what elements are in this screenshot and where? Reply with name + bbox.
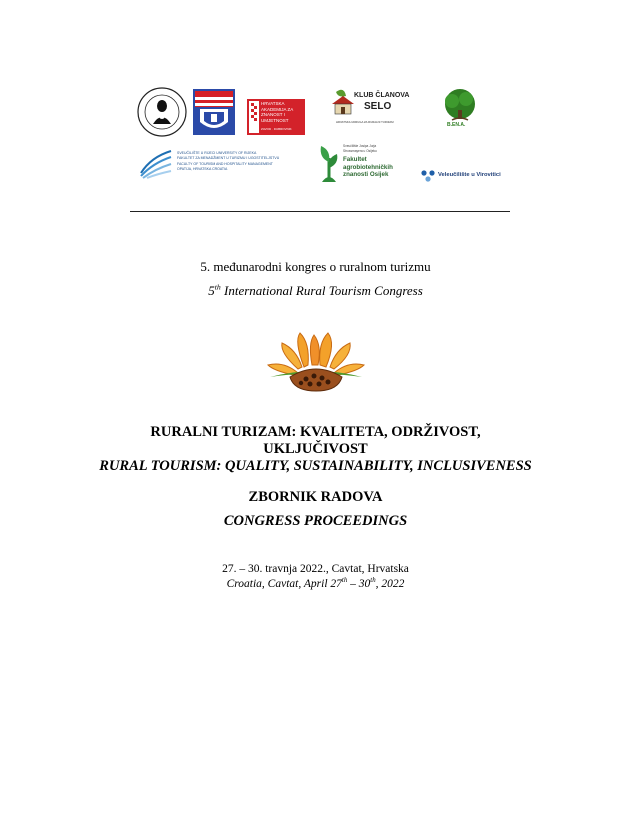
faculty-tourism-logo: [139, 147, 279, 181]
faculty-tourism-line1: SVEUČILIŠTE U RIJECI UNIVERSITY OF RIJEKA: [177, 151, 257, 155]
faculty-tourism-line4: OPATIJA, HRVATSKA CROATIA: [177, 167, 228, 172]
dates-en-part2: – 30: [347, 578, 371, 590]
academy-logo: [247, 99, 305, 135]
society-logo: [136, 86, 188, 138]
dates-hr: 27. – 30. travnja 2022., Cavtat, Hrvatska: [222, 563, 409, 575]
klub-sub: HRVATSKA UDRUGA ZA RURALNI TURIZAM: [336, 120, 394, 124]
academy-line1: HRVATSKA: [261, 101, 285, 106]
faculty-tourism-line2: FAKULTET ZA MENADŽMENT U TURIZMU I UGOSTITELJSTVU: [177, 156, 280, 161]
veleuciliste-line1: Veleučilište u Virovitici: [438, 172, 501, 178]
divider-line: [130, 211, 510, 212]
sunflower-basket-icon: [264, 331, 368, 393]
sprout-icon: [319, 142, 339, 184]
academy-sub: ZAVOD · DUBROVNIK: [261, 127, 292, 131]
faculty-agro-line5: znanosti Osijek: [343, 171, 389, 178]
klub-line2: SELO: [364, 101, 392, 112]
congress-ordinal-suffix: th: [214, 282, 221, 292]
proceedings-en: CONGRESS PROCEEDINGS: [223, 513, 408, 529]
county-logo: [193, 89, 235, 135]
faculty-agro-line1: Sveučilište Josipa Jurja: [343, 144, 377, 148]
faculty-tourism-line3: FACULTY OF TOURISM AND HOSPITALITY MANAGEMENT: [177, 161, 273, 166]
faculty-agro-line3: Fakultet: [343, 156, 367, 163]
faculty-agro-line2: Strossmayera u Osijeku: [343, 148, 377, 153]
title-en: RURAL TOURISM: QUALITY, SUSTAINABILITY, INCLUSIVENESS: [99, 458, 532, 474]
waves-icon: [139, 147, 173, 179]
dots-icon: [420, 169, 436, 183]
house-leaf-icon: [330, 88, 356, 116]
dates-en-part1: Croatia, Cavtat, April 27: [226, 578, 342, 590]
proceedings-hr: ZBORNIK RADOVA: [248, 489, 383, 505]
title-hr-line2: UKLJUČIVOST: [263, 441, 368, 457]
congress-ordinal: 5: [208, 283, 215, 298]
congress-title-hr: 5. međunarodni kongres o ruralnom turizmu: [200, 259, 431, 274]
academy-line3: ZNANOST I: [261, 112, 285, 117]
dates-en-sup1: th: [341, 577, 348, 585]
coat-of-arms-icon: [193, 89, 235, 135]
bena-line2: B.EN.A.: [447, 122, 466, 128]
klub-line1: KLUB ČLANOVA: [354, 92, 410, 99]
faculty-agro-line4: agrobiotehničkih: [343, 163, 393, 171]
seal-figure-icon: [136, 86, 188, 138]
bena-logo: [432, 86, 488, 130]
title-hr-line1: RURALNI TURIZAM: KVALITETA, ODRŽIVOST,: [150, 424, 481, 440]
academy-line2: AKADEMIJA ZA: [261, 106, 294, 112]
veleuciliste-logo: [420, 169, 504, 183]
congress-emblem: [264, 331, 368, 393]
dates-en-sup2: th: [370, 577, 376, 585]
faculty-agro-logo: [319, 142, 401, 184]
congress-title-en: [0, 283, 631, 299]
klub-selo-logo: [330, 88, 410, 130]
academy-line4: UMJETNOST: [261, 117, 289, 123]
dates-en: [0, 578, 631, 590]
dates-en-part3: , 2022: [375, 578, 405, 590]
congress-title-rest: International Rural Tourism Congress: [220, 283, 423, 298]
